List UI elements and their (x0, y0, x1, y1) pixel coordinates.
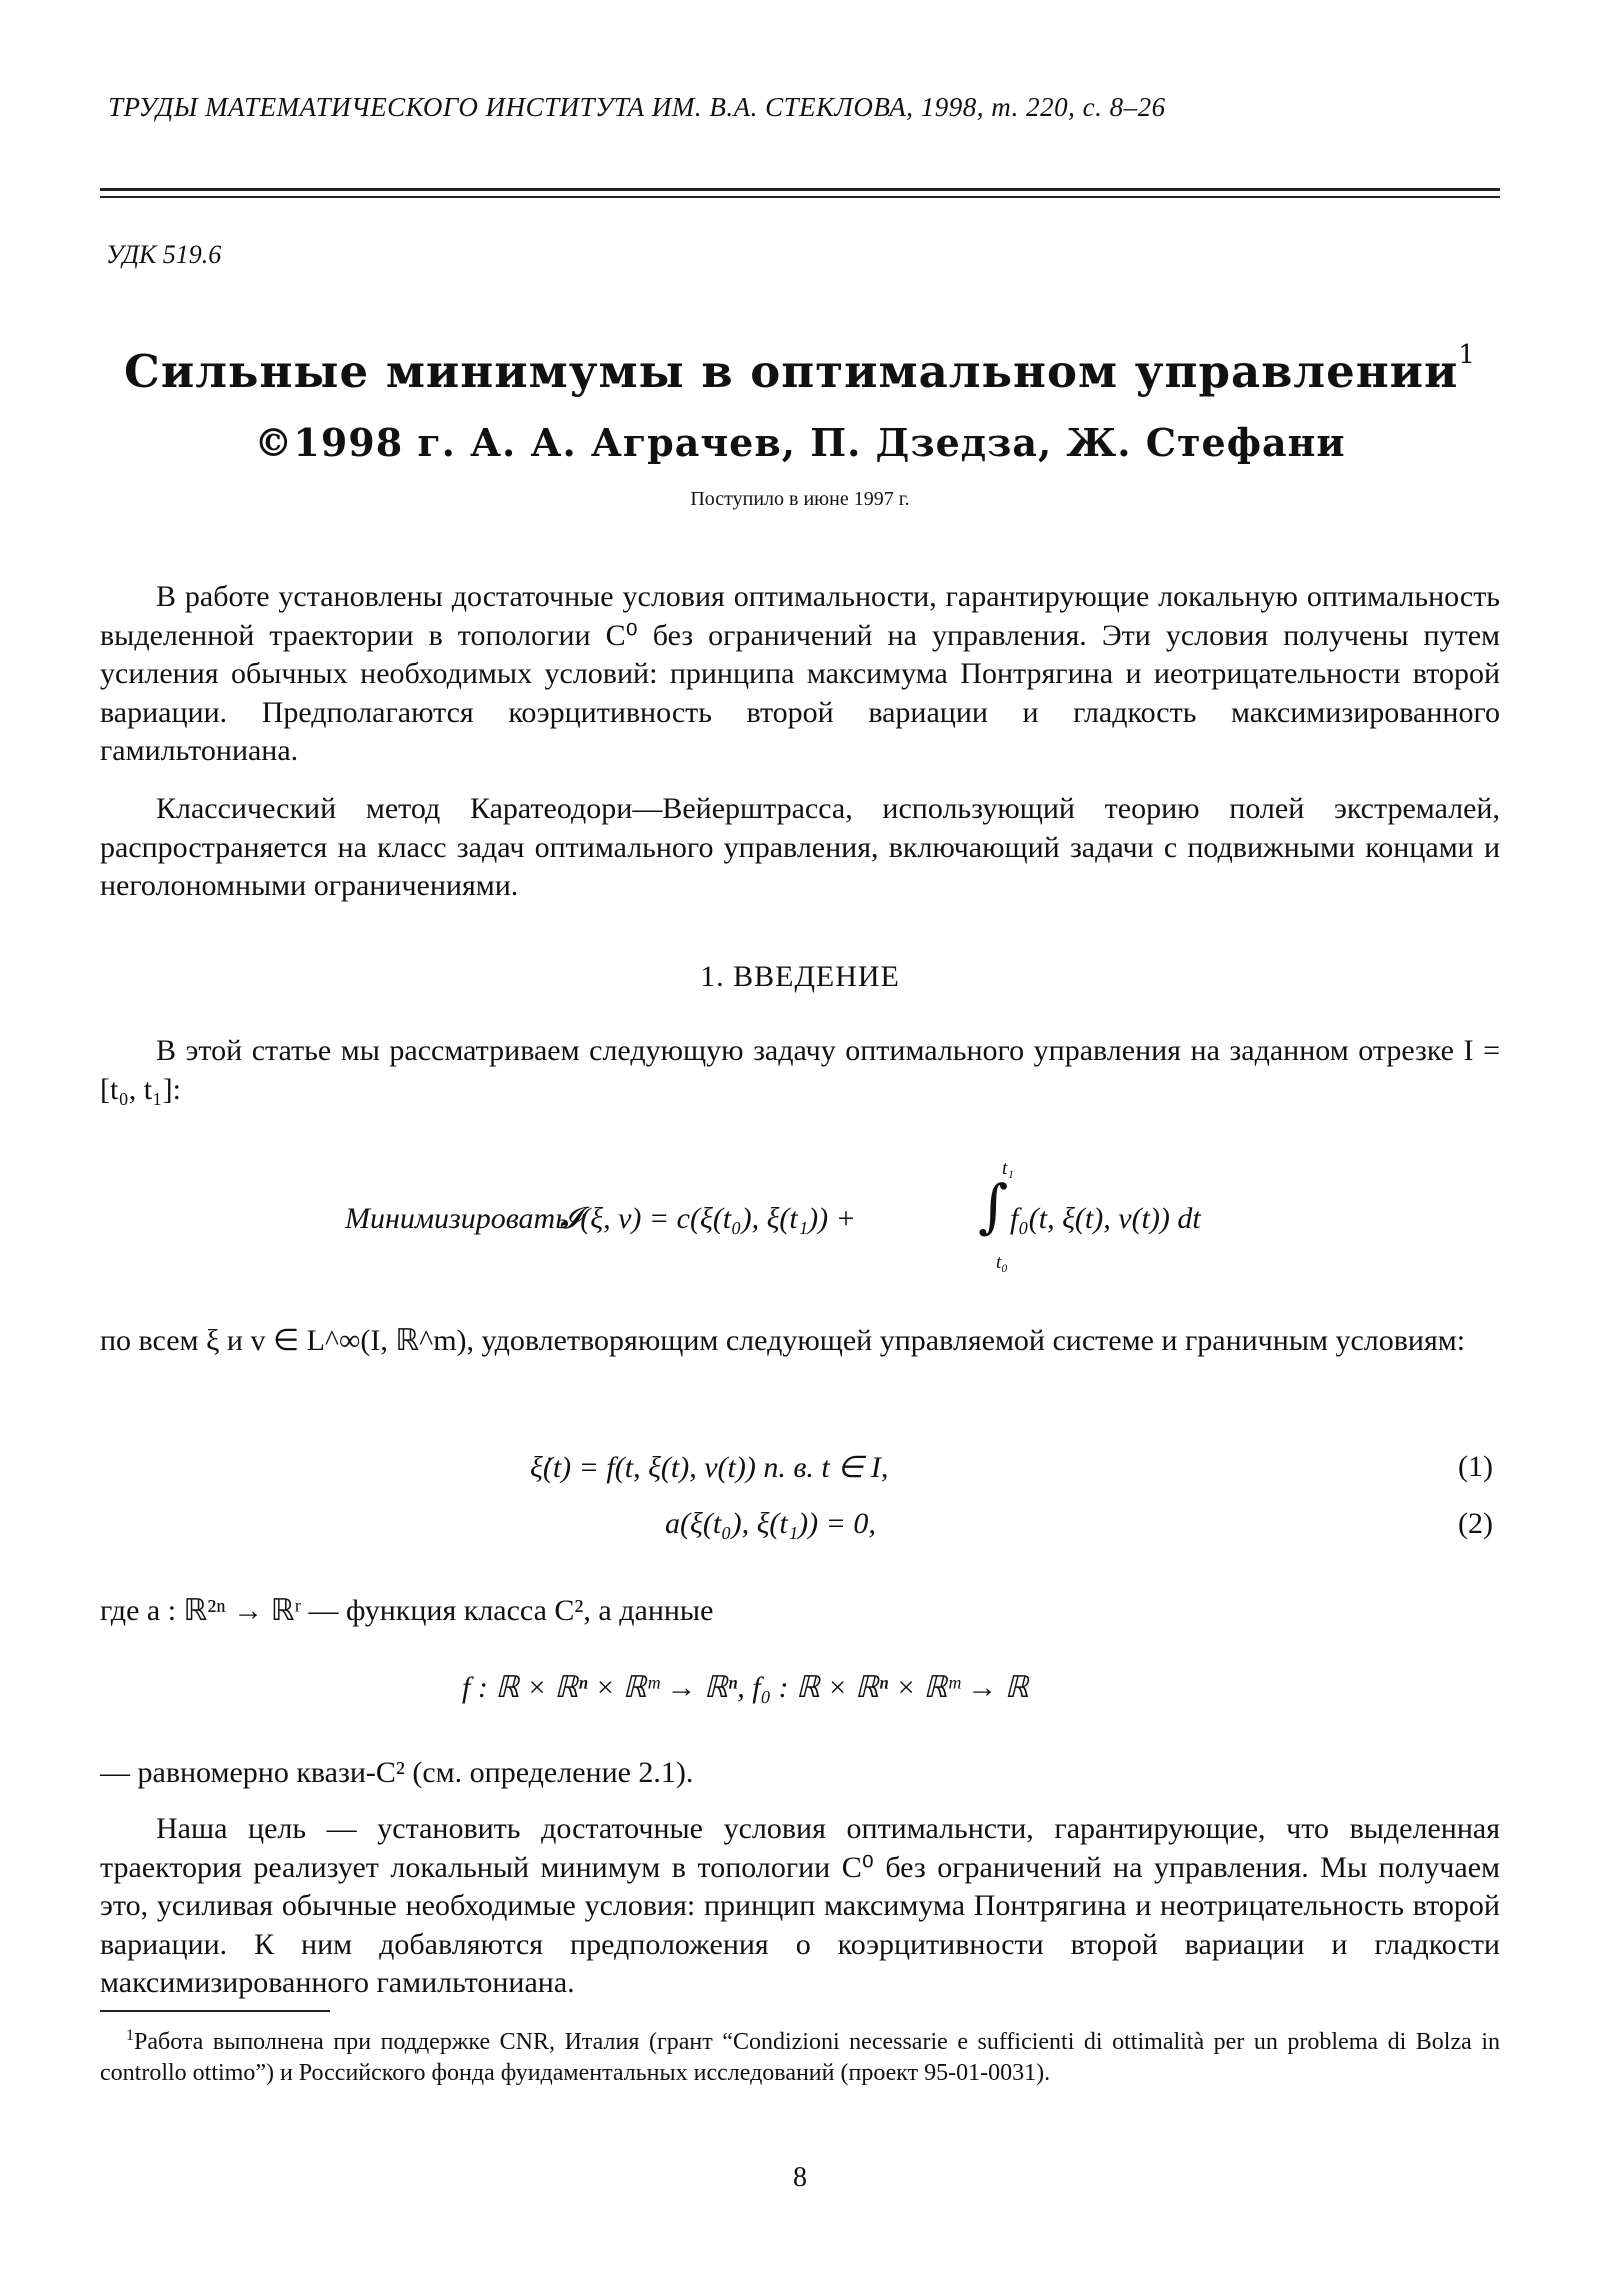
where-line: где a : ℝ²ⁿ → ℝʳ — функция класса C², а данные (100, 1594, 714, 1627)
quasi-line: — равномерно квази-C² (см. определение 2.1). (100, 1756, 694, 1789)
article-title-text: Сильные минимумы в оптимальном управлении (124, 345, 1459, 398)
footnote-text: Работа выполнена при поддержке CNR, Италия (грант “Condizioni necessarie e sufficienti di ottimalità per un problema di Bolza in controllo ottimo”) и Российского фонда фуидаментальных исследований (проект 95-01-0031). (100, 2029, 1500, 2086)
header-rule-thin (100, 196, 1500, 198)
header-rule-thick (100, 188, 1500, 191)
goal-paragraph: Наша цель — установить достаточные условия оптимальнсти, гарантирующие, что выделенная траектория реализует локальный минимум в топологии C⁰ без ограничений на управления. Мы получаем это, усиливая обычные необходимые условия: принцип максимума Понтрягина и неотрицательность второй вариации. К ним добавляются предположения о коэрцитивности второй вариации и гладкости максимизированного гамильтониана. (100, 1812, 1500, 1999)
page-number: 8 (793, 2162, 807, 2193)
running-head: ТРУДЫ МАТЕМАТИЧЕСКОГО ИНСТИТУТА ИМ. В.А. СТЕКЛОВА, 1998, т. 220, с. 8–26 (108, 92, 1166, 122)
received-date: Поступило в июне 1997 г. (690, 488, 910, 510)
equation-1-number: (1) (1458, 1450, 1493, 1483)
integral-sign: ∫ (978, 1172, 1009, 1240)
article-authors: ©1998 г. А. А. Аграчев, П. Дзедза, Ж. Стефани (254, 420, 1346, 465)
section-heading: 1. ВВЕДЕНИЕ (700, 960, 900, 993)
udk-code: УДК 519.6 (106, 240, 222, 269)
maps-formula: f : ℝ × ℝⁿ × ℝᵐ → ℝⁿ, f₀ : ℝ × ℝⁿ × ℝᵐ → ℝ (462, 1671, 1029, 1704)
abstract-paragraph-1: В работе установлены достаточные условия оптимальности, гарантирующие локальную оптимальность выделенной траектории в топологии C⁰ без ограничений на управления. Эти условия получены путем усиления обычных необходимых условий: принципа максимума Понтрягина и иеотрицательности второй вариации. Предполагаются коэрцитивность второй вариации и гладкость максимизированного гамильтониана. (100, 580, 1500, 767)
after-formula-paragraph: по всем ξ и v ∈ L^∞(I, ℝ^m), удовлетворяющим следующей управляемой системе и граничным условиям: (100, 1324, 1466, 1357)
footnote (100, 2020, 1500, 2089)
article-title (100, 340, 1500, 398)
equation-2: a(ξ(t₀), ξ(t₁)) = 0, (665, 1507, 876, 1540)
equation-2-number: (2) (1458, 1507, 1493, 1540)
abstract-paragraph-2: Классический метод Каратеодори—Вейерштрасса, использующий теорию полей экстремалей, распространяется на класс задач оптимального управления, включающий задачи с подвижными концами и неголономными ограничениями. (100, 792, 1500, 902)
formula-main: 𝓘(ξ, v) = c(ξ(t₀), ξ(t₁)) + (560, 1202, 856, 1235)
formula-integrand: f₀(t, ξ(t), v(t)) dt (1010, 1202, 1201, 1235)
title-footnote-mark: 1 (1458, 340, 1476, 370)
intro-paragraph: В этой статье мы рассматриваем следующую задачу оптимального управления на заданном отрезке I = [t₀, t₁]: (100, 1034, 1500, 1106)
formula-label: Минимизировать (345, 1202, 569, 1235)
equation-1: ξ̇(t) = f(t, ξ(t), v(t)) п. в. t ∈ I, (530, 1451, 889, 1484)
integral-lower-limit: t₀ (996, 1252, 1008, 1273)
integral-upper-limit: t₁ (1002, 1158, 1014, 1179)
footnote-mark: 1 (126, 2027, 134, 2044)
footnote-rule (100, 2010, 330, 2012)
